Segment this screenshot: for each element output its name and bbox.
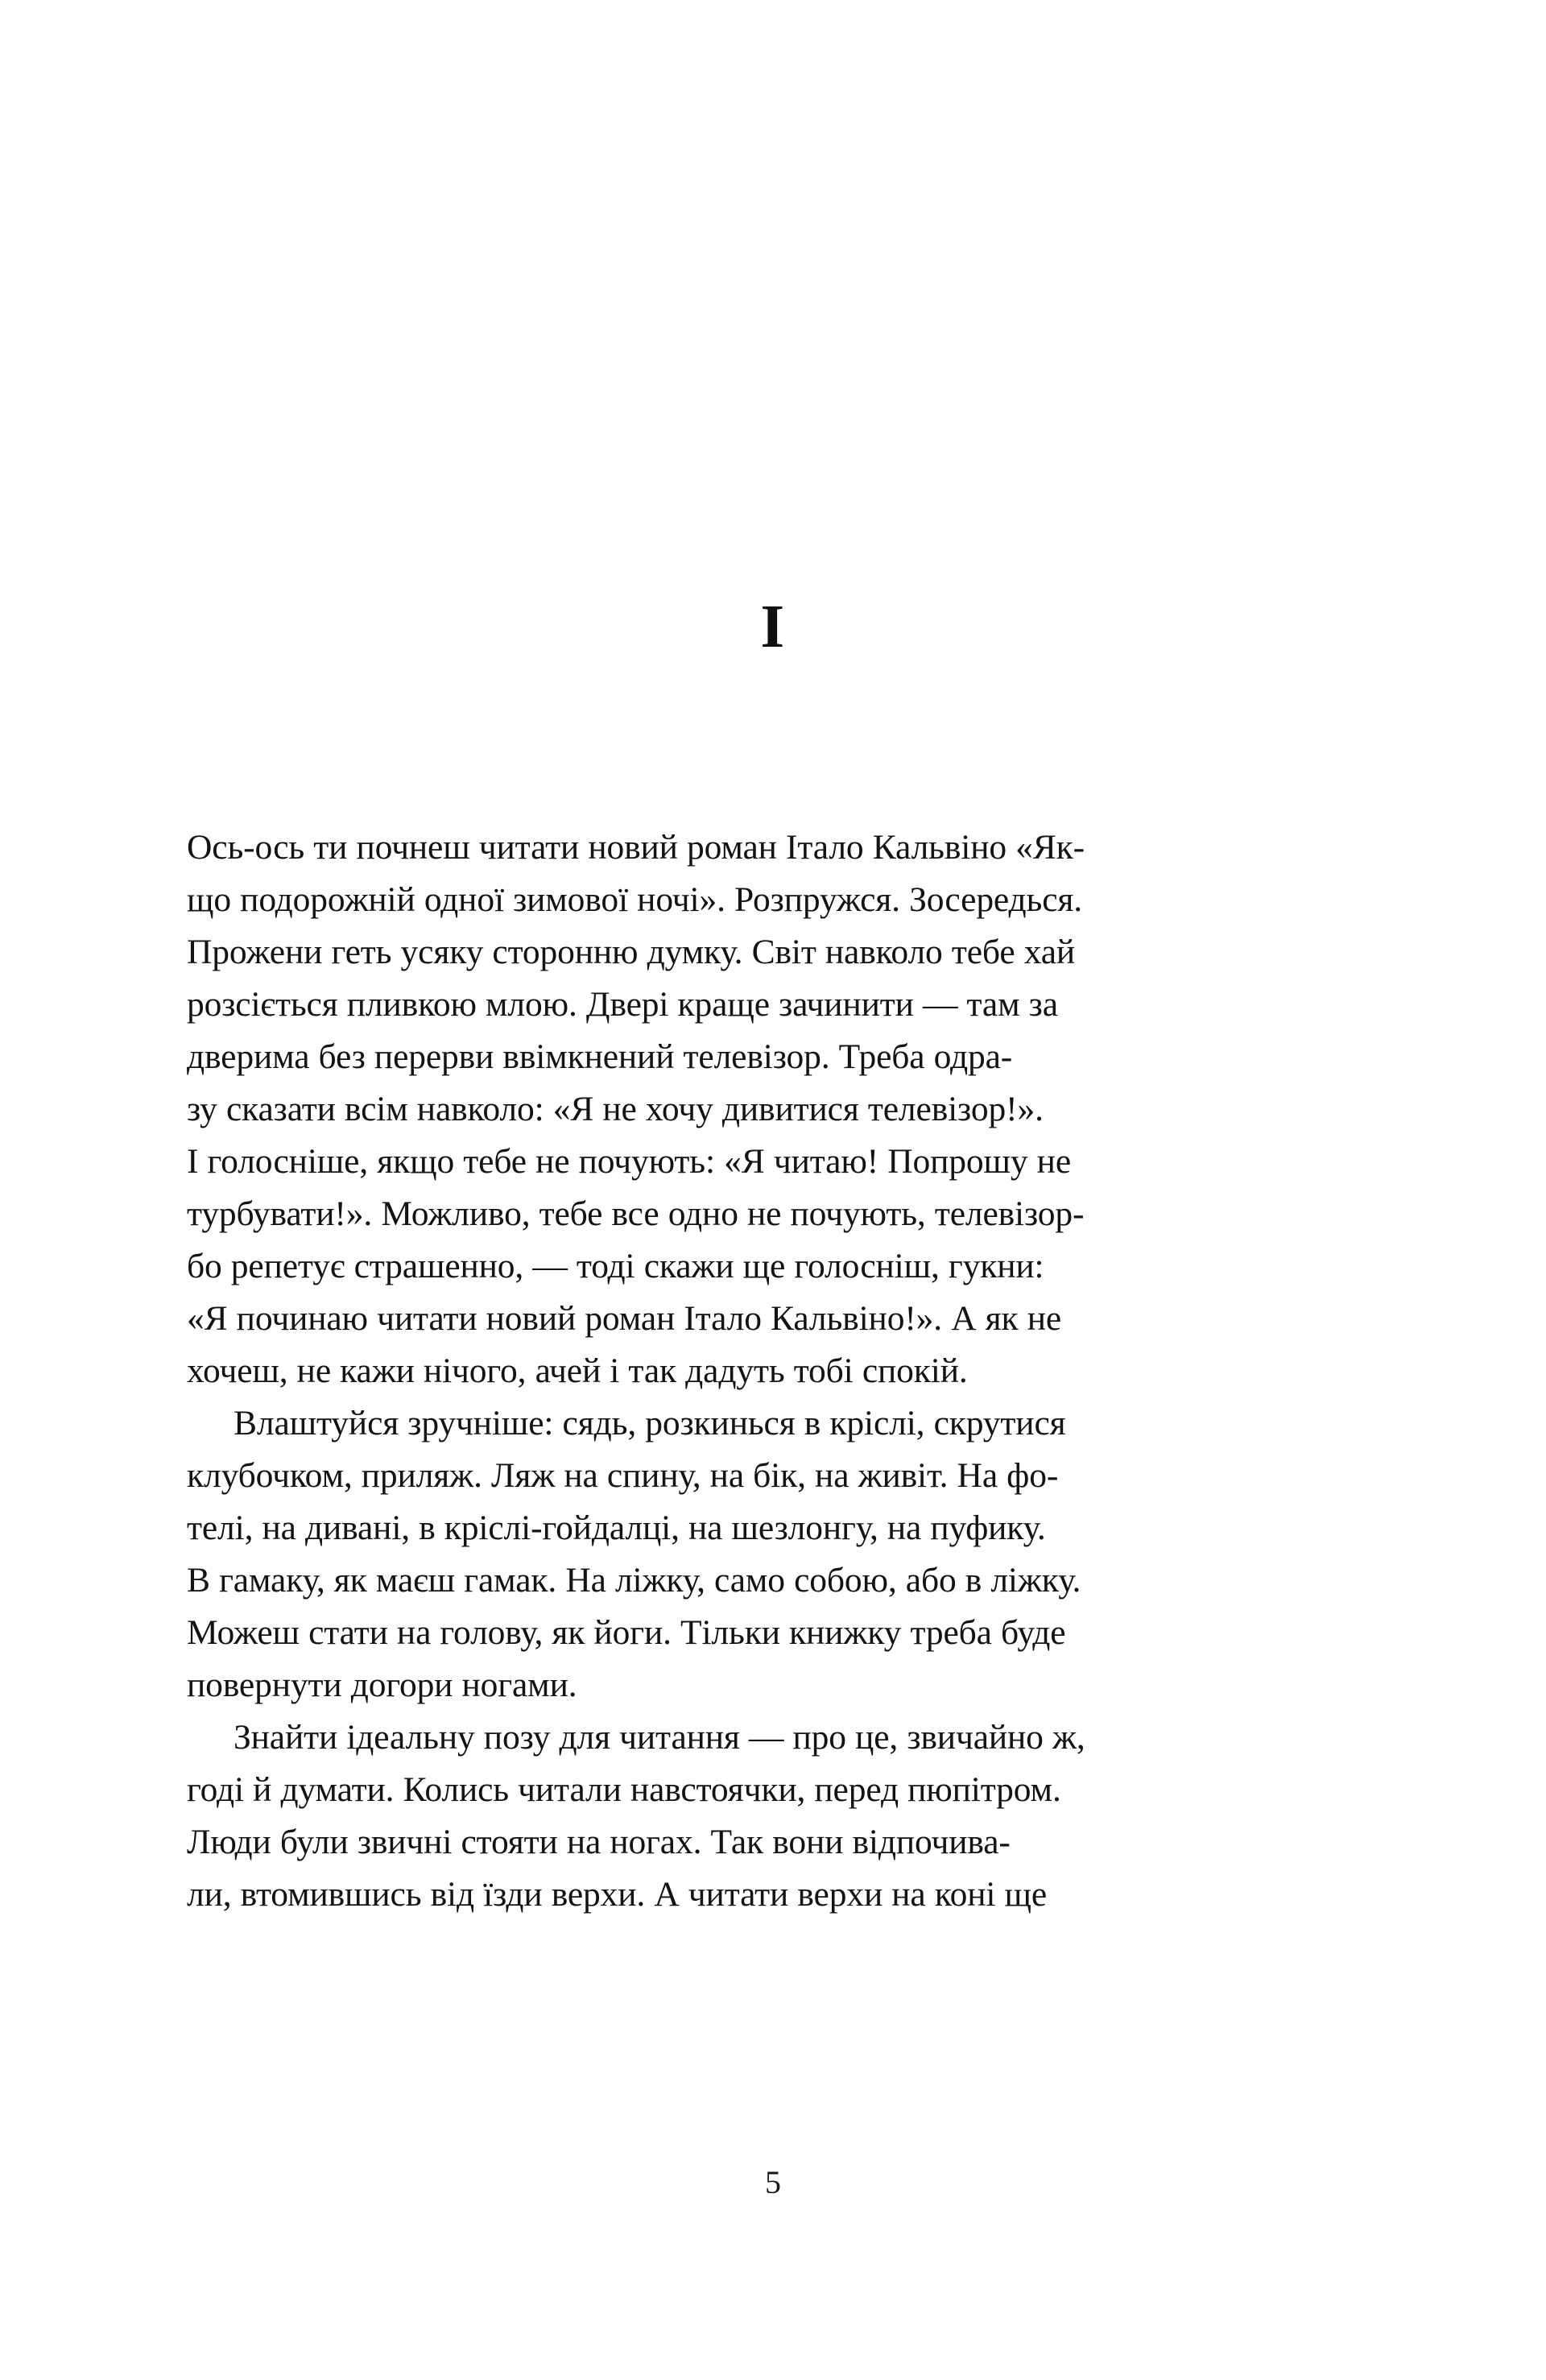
text-line: хочеш, не кажи нічого, ачей і так дадуть тобі спокій.	[187, 1351, 968, 1390]
text-line: бо репетує страшенно, — тоді скажи ще голосніш, гукни:	[187, 1247, 1044, 1285]
text-line: ли, втомившись від їзди верхи. А читати верхи на коні ще	[187, 1875, 1048, 1914]
text-line: клубочком, приляж. Ляж на спину, на бік, на живіт. На фо-	[187, 1456, 1059, 1495]
text-line: Ось-ось ти почнеш читати новий роман Італо Кальвіно «Як-	[187, 828, 1085, 867]
text-line: І голосніше, якщо тебе не почують: «Я читаю! Попрошу не	[187, 1142, 1072, 1181]
text-line: розсіється пливкою млою. Двері краще зачинити — там за	[187, 985, 1058, 1024]
text-line: турбувати!». Можливо, тебе все одно не почують, телевізор-	[187, 1194, 1085, 1233]
paragraph-2	[187, 1397, 1361, 1712]
chapter-heading: I	[760, 593, 786, 660]
text-line: Прожени геть усяку сторонню думку. Світ навколо тебе хай	[187, 933, 1076, 971]
paragraph-1	[187, 822, 1361, 1397]
text-line: зу сказати всім навколо: «Я не хочу дивитися телевізор!».	[187, 1090, 1044, 1128]
text-line: В гамаку, як маєш гамак. На ліжку, само собою, або в ліжку.	[187, 1561, 1081, 1600]
text-line: «Я починаю читати новий роман Італо Кальвіно!». А як не	[187, 1299, 1062, 1338]
paragraph-3	[187, 1712, 1361, 1921]
text-line: Знайти ідеальну позу для читання — про це, звичайно ж,	[234, 1718, 1085, 1757]
text-line: Влаштуйся зручніше: сядь, розкинься в кріслі, скрутися	[234, 1404, 1066, 1442]
body-text-column	[187, 822, 1361, 1921]
text-line: повернути догори ногами.	[187, 1666, 577, 1704]
page-number: 5	[765, 2164, 781, 2200]
text-line: телі, на дивані, в кріслі-гойдалці, на шезлонгу, на пуфику.	[187, 1509, 1046, 1547]
text-line: дверима без перерви ввімкнений телевізор. Треба одра-	[187, 1037, 1013, 1076]
text-line: годі й думати. Колись читали навстоячки, перед пюпітром.	[187, 1770, 1061, 1809]
text-line: Можеш стати на голову, як йоги. Тільки книжку треба буде	[187, 1613, 1066, 1652]
text-line: Люди були звичні стояти на ногах. Так вони відпочива-	[187, 1823, 1011, 1861]
text-line: що подорожній одної зимової ночі». Розпружся. Зосередься.	[187, 880, 1083, 919]
